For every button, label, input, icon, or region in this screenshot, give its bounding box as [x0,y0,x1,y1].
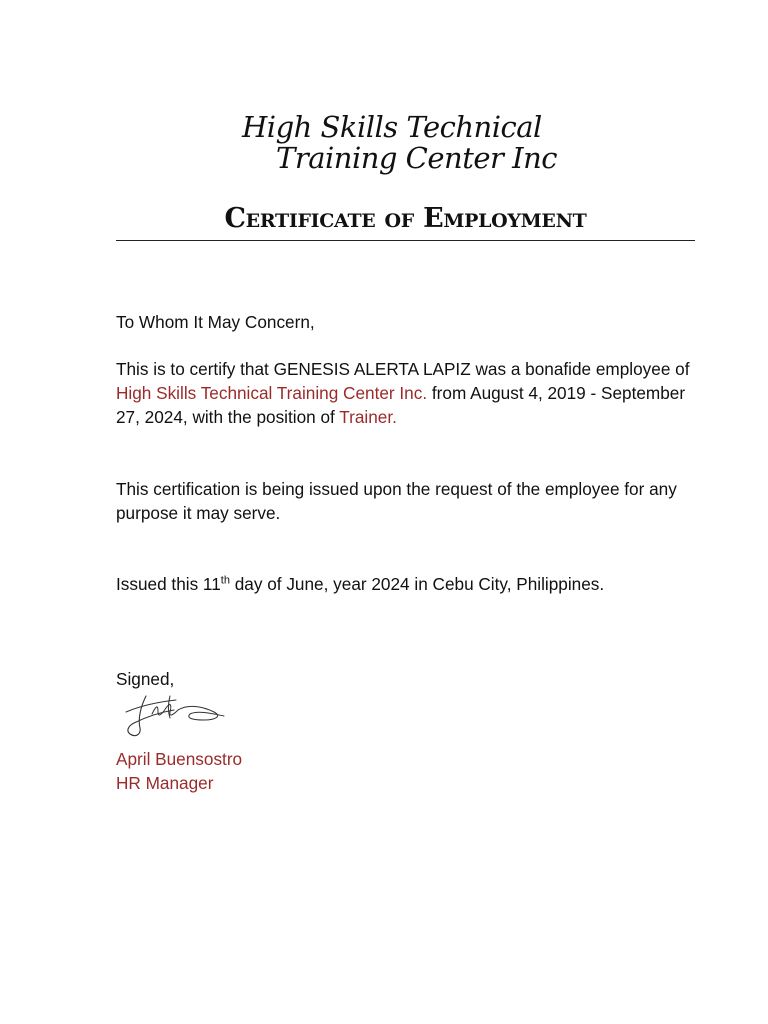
certification-text-2: from August 4, 2019 - September 27, 2024, with the position of [116,383,686,427]
title-divider [116,240,695,241]
signer-role: HR Manager [116,773,214,793]
logo-line-2: Training Center Inc [276,141,557,175]
company-name: High Skills Technical Training Center Inc. [116,383,428,403]
issued-line [116,572,706,596]
day-ordinal-suffix: th [220,574,230,587]
purpose-paragraph: This certification is being issued upon the request of the employee for any purpose it may serve. [116,479,677,523]
logo-line-1: High Skills Technical [242,110,542,144]
salutation: To Whom It May Concern, [116,312,315,332]
company-logo [240,110,560,182]
document-title: Certificate of Employment [224,203,587,234]
certification-text-1: This is to certify that GENESIS ALERTA LAPIZ was a bonafide employee of [116,359,690,379]
signed-label: Signed, [116,669,175,689]
handwritten-signature [118,690,228,740]
certification-paragraph [116,357,706,429]
issued-text-2: day of June, year 2024 in Cebu City, Philippines. [229,574,605,594]
position-title: Trainer. [339,407,397,427]
signer-name: April Buensostro [116,749,243,769]
issued-text-1: Issued this 11 [116,574,221,594]
